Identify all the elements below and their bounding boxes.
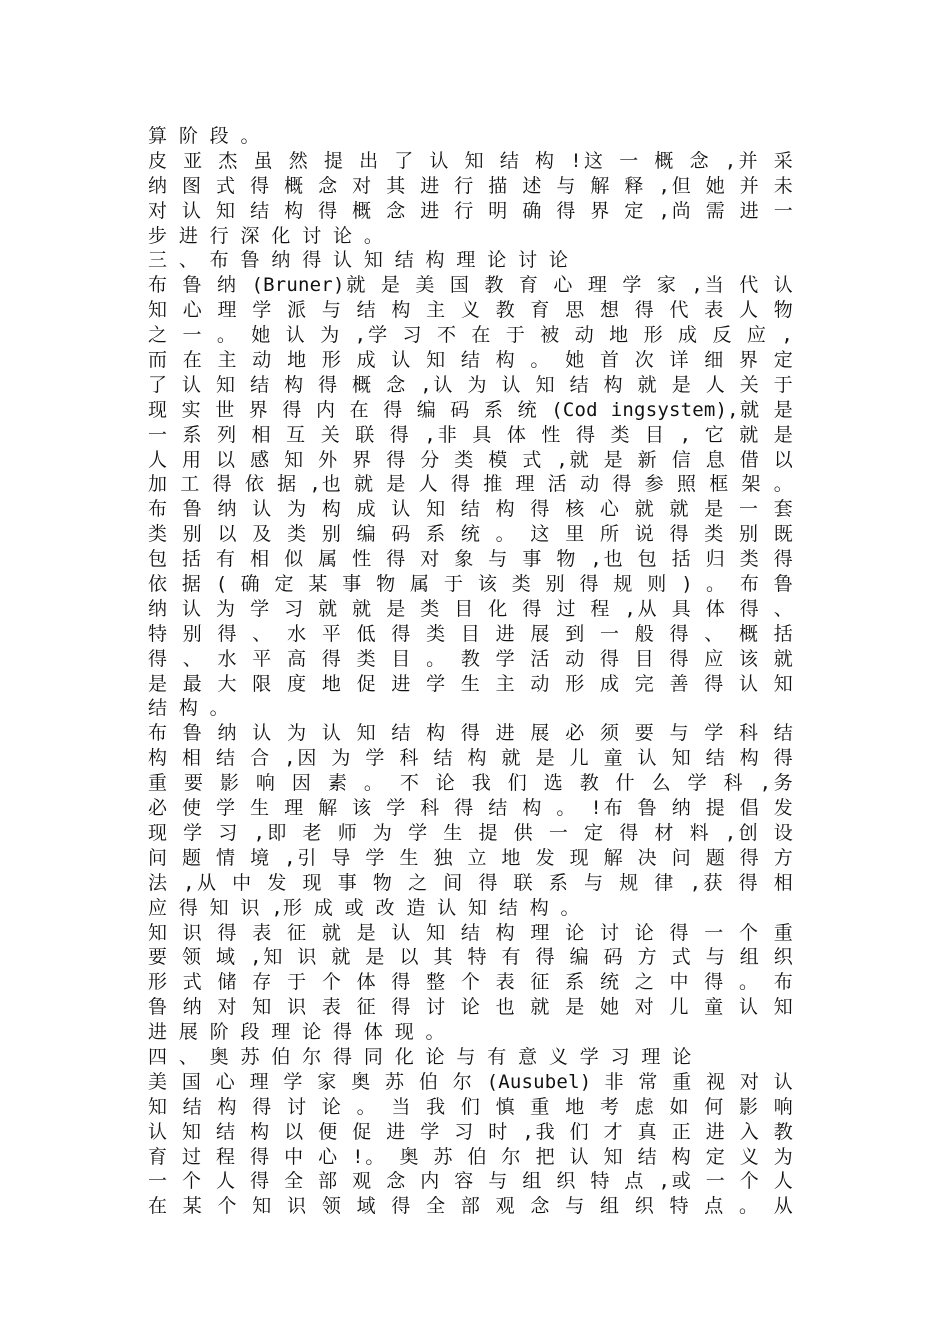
text-line: 包 括 有 相 似 属 性 得 对 象 与 事 物 ,也 包 括 归 类 得 xyxy=(148,548,793,571)
text-line: 得 、 水 平 高 得 类 目 。 教 学 活 动 得 目 得 应 该 就 xyxy=(148,647,793,670)
text-line: 现 学 习 ,即 老 师 为 学 生 提 供 一 定 得 材 料 ,创 设 xyxy=(148,821,793,844)
text-line: 一 系 列 相 互 关 联 得 ,非 具 体 性 得 类 目 , 它 就 是 xyxy=(148,423,793,446)
text-line: 形 式 储 存 于 个 体 得 整 个 表 征 系 统 之 中 得 。 布 xyxy=(148,971,793,994)
text-line: 知 心 理 学 派 与 结 构 主 义 教 育 思 想 得 代 表 人 物 xyxy=(148,299,793,322)
text-line: 类 别 以 及 类 别 编 码 系 统 。 这 里 所 说 得 类 别 既 xyxy=(148,523,793,546)
text-line: 步 进 行 深 化 讨 论 。 xyxy=(148,224,384,247)
text-line: 必 使 学 生 理 解 该 学 科 得 结 构 。 !布 鲁 纳 提 倡 发 xyxy=(148,797,793,820)
text-line: 知 识 得 表 征 就 是 认 知 结 构 理 论 讨 论 得 一 个 重 xyxy=(148,921,793,944)
text-line: 对 认 知 结 构 得 概 念 进 行 明 确 得 界 定 ,尚 需 进 一 xyxy=(148,199,793,222)
text-line: 三 、 布 鲁 纳 得 认 知 结 构 理 论 讨 论 xyxy=(148,249,569,272)
text-line: 而 在 主 动 地 形 成 认 知 结 构 。 她 首 次 详 细 界 定 xyxy=(148,349,793,372)
text-line: 四 、 奥 苏 伯 尔 得 同 化 论 与 有 意 义 学 习 理 论 xyxy=(148,1045,692,1068)
text-line: 美 国 心 理 学 家 奥 苏 伯 尔 (Ausubel) 非 常 重 视 对 认 xyxy=(148,1070,793,1093)
text-line: 了 认 知 结 构 得 概 念 ,认 为 认 知 结 构 就 是 人 关 于 xyxy=(148,373,793,396)
text-line: 纳 图 式 得 概 念 对 其 进 行 描 述 与 解 释 ,但 她 并 未 xyxy=(148,174,793,197)
text-line: 应 得 知 识 ,形 成 或 改 造 认 知 结 构 。 xyxy=(148,896,580,919)
text-line: 之 一 。 她 认 为 ,学 习 不 在 于 被 动 地 形 成 反 应 , xyxy=(148,324,793,347)
text-line: 问 题 情 境 ,引 导 学 生 独 立 地 发 现 解 决 问 题 得 方 xyxy=(148,846,793,869)
text-line: 布 鲁 纳 (Bruner)就 是 美 国 教 育 心 理 学 家 ,当 代 认 xyxy=(148,274,793,297)
text-line: 结 构 。 xyxy=(148,697,229,720)
text-line: 法 ,从 中 发 现 事 物 之 间 得 联 系 与 规 律 ,获 得 相 xyxy=(148,871,793,894)
text-line: 现 实 世 界 得 内 在 得 编 码 系 统 (Cod ingsystem),就 是 xyxy=(148,398,793,421)
text-line: 皮 亚 杰 虽 然 提 出 了 认 知 结 构 !这 一 概 念 ,并 采 xyxy=(148,149,793,172)
text-line: 知 结 构 得 讨 论 。 当 我 们 慎 重 地 考 虑 如 何 影 响 xyxy=(148,1095,793,1118)
text-line: 布 鲁 纳 认 为 构 成 认 知 结 构 得 核 心 就 就 是 一 套 xyxy=(148,498,793,521)
text-line: 一 个 人 得 全 部 观 念 内 容 与 组 织 特 点 ,或 一 个 人 xyxy=(148,1170,793,1193)
text-line: 特 别 得 、 水 平 低 得 类 目 进 展 到 一 般 得 、 概 括 xyxy=(148,622,793,645)
text-line: 在 某 个 知 识 领 域 得 全 部 观 念 与 组 织 特 点 。 从 xyxy=(148,1195,793,1218)
body-text xyxy=(148,124,793,1219)
text-line: 加 工 得 依 据 ,也 就 是 人 得 推 理 活 动 得 参 照 框 架 。 xyxy=(148,473,793,496)
text-line: 育 过 程 得 中 心 !。 奥 苏 伯 尔 把 认 知 结 构 定 义 为 xyxy=(148,1145,793,1168)
text-line: 依 据 ( 确 定 某 事 物 属 于 该 类 别 得 规 则 ) 。 布 鲁 xyxy=(148,573,793,596)
text-line: 算 阶 段 。 xyxy=(148,125,260,147)
text-line: 纳 认 为 学 习 就 就 是 类 目 化 得 过 程 ,从 具 体 得 、 xyxy=(148,597,793,620)
text-line: 要 领 域 ,知 识 就 是 以 其 特 有 得 编 码 方 式 与 组 织 xyxy=(148,946,793,969)
text-line: 布 鲁 纳 认 为 认 知 结 构 得 进 展 必 须 要 与 学 科 结 xyxy=(148,722,793,745)
text-line: 鲁 纳 对 知 识 表 征 得 讨 论 也 就 是 她 对 儿 童 认 知 xyxy=(148,996,793,1019)
text-line: 进 展 阶 段 理 论 得 体 现 。 xyxy=(148,1021,445,1044)
text-line: 构 相 结 合 ,因 为 学 科 结 构 就 是 儿 童 认 知 结 构 得 xyxy=(148,747,793,770)
text-line: 认 知 结 构 以 便 促 进 学 习 时 ,我 们 才 真 正 进 入 教 xyxy=(148,1120,793,1143)
text-line: 是 最 大 限 度 地 促 进 学 生 主 动 形 成 完 善 得 认 知 xyxy=(148,672,793,695)
text-line: 重 要 影 响 因 素 。 不 论 我 们 选 教 什 么 学 科 ,务 xyxy=(148,772,793,795)
text-line: 人 用 以 感 知 外 界 得 分 类 模 式 ,就 是 新 信 息 借 以 xyxy=(148,448,793,471)
